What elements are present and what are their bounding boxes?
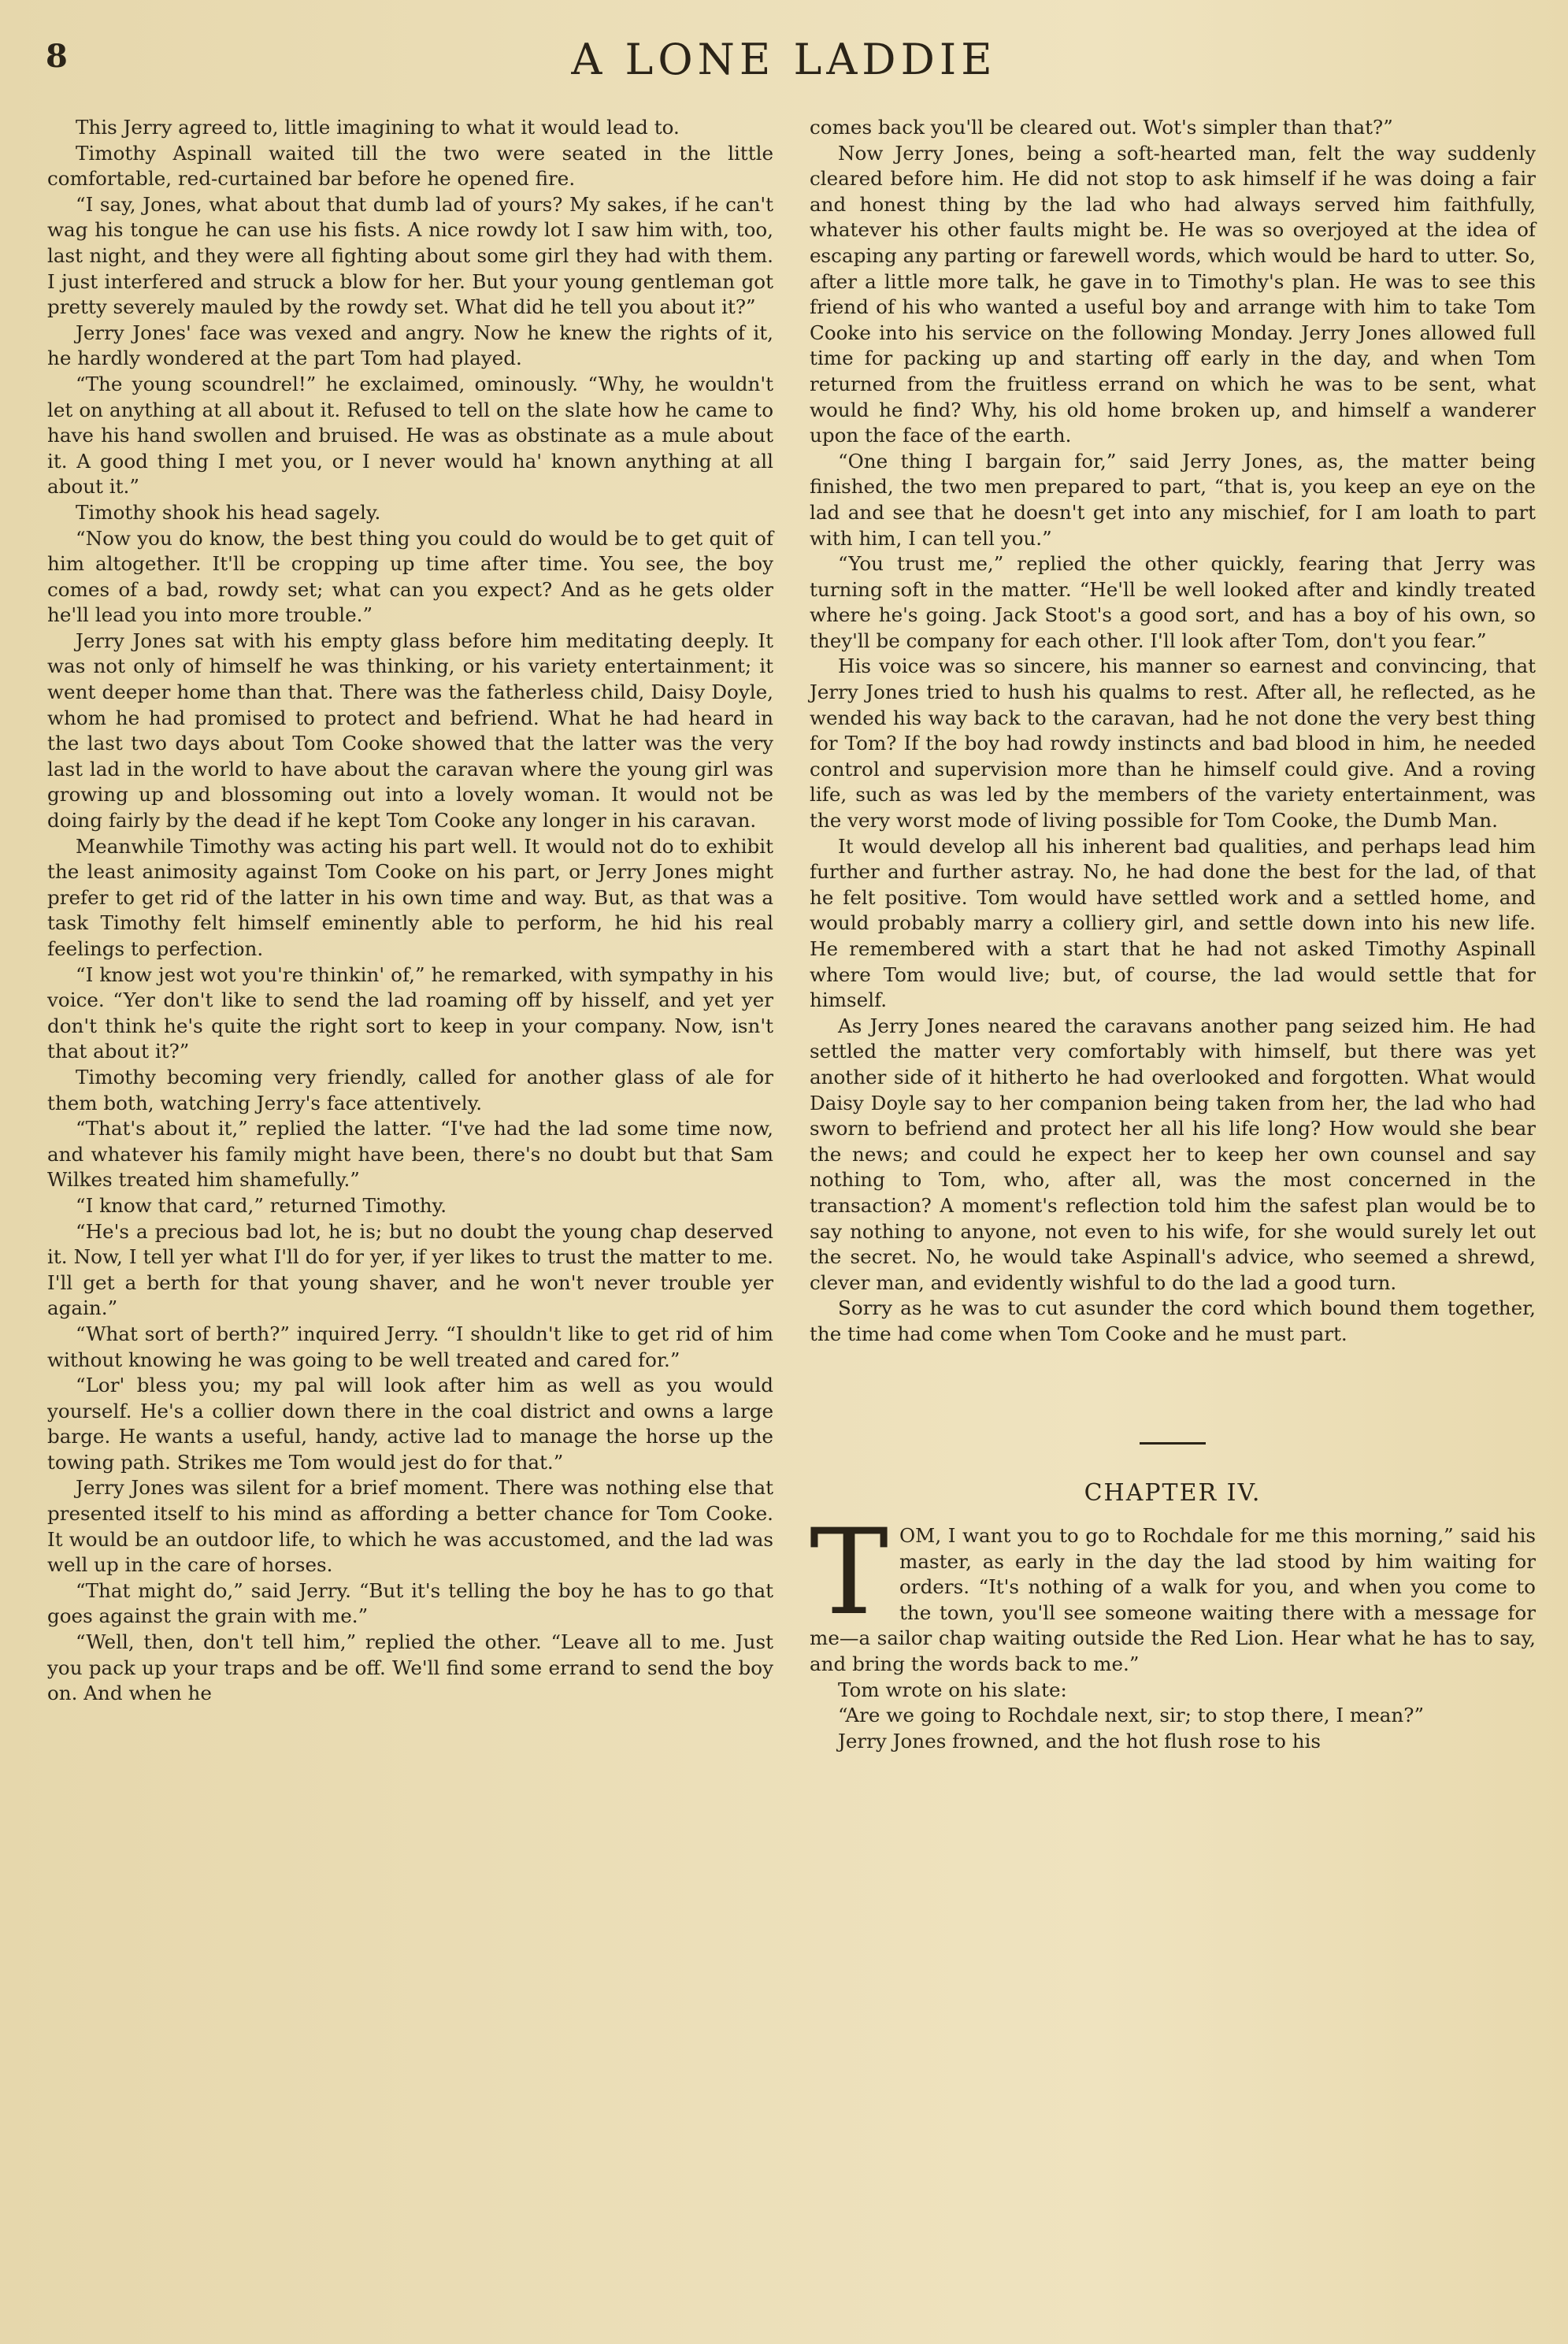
paragraph: “One thing I bargain for,” said Jerry Jones, as, the matter being finished, the two men prepared to part, “that is, you keep an eye on the lad and see that he doesn't get into any mischief, for I am loath to part with him, I can tell you.” <box>810 449 1536 550</box>
paragraph: “I say, Jones, what about that dumb lad of yours? My sakes, if he can't wag his tongue he can use his fists. A nice rowdy lot I saw him with, too, last night, and they were all fighting about some girl they had with them. I just interfered and struck a blow for her. But your young gentleman got pretty severely mauled by the rowdy set. What did he tell you about it?” <box>47 192 773 319</box>
paragraph: His voice was so sincere, his manner so earnest and convincing, that Jerry Jones tried to hush his qualms to rest. After all, he reflected, as he wended his way back to the caravan, had he not done the very best thing for Tom? If the boy had rowdy instincts and bad blood in him, he needed control and supervision more than he himself could give. And a roving life, such as was led by the members of the variety entertainment, was the very worst mode of living possible for Tom Cooke, the Dumb Man. <box>810 655 1536 833</box>
paragraph: Meanwhile Timothy was acting his part well. It would not do to exhibit the least animosity against Tom Cooke on his part, or Jerry Jones might prefer to get rid of the latter in his own time and way. But, as that was a task Timothy felt himself eminently able to perform, he hid his real feelings to perfection. <box>47 834 773 960</box>
paragraph: “The young scoundrel!” he exclaimed, ominously. “Why, he wouldn't let on anything at all about it. Refused to tell on the slate how he came to have his hand swollen and bruised. He was as obstinate as a mule about it. A good thing I met you, or I never would ha' known anything at all about it.” <box>47 372 773 499</box>
paragraph: OM, I want you to go to Rochdale for me this morning,” said his master, as early in the day the lad stood by him waiting for orders. “It's nothing of a walk for you, and when you come to the town, you'll see someone waiting there with a message for me—a sailor chap waiting outside the Red Lion. Hear what he has to say, and bring the words back to me.” <box>810 1524 1536 1676</box>
paragraph: “What sort of berth?” inquired Jerry. “I shouldn't like to get rid of him without knowing he was going to be well treated and cared for.” <box>47 1322 773 1371</box>
paragraph: It would develop all his inherent bad qualities, and perhaps lead him further and further astray. No, he had done the best for the lad, of that he felt positive. Tom would have settled work and a settled home, and would probably marry a colliery girl, and settle down into his new life. He remembered with a start that he had not asked Timothy Aspinall where Tom would live; but, of course, the lad would settle that for himself. <box>810 834 1536 1012</box>
paragraph: Jerry Jones sat with his empty glass before him meditating deeply. It was not only of himself he was thinking, or his variety entertainment; it went deeper home than that. There was the fatherless child, Daisy Doyle, whom he had promised to protect and befriend. What he had heard in the last two days about Tom Cooke showed that the latter was the very last lad in the world to have about the caravan where the young girl was growing up and blossoming out into a lovely woman. It would not be doing fairly by the dead if he kept Tom Cooke any longer in his caravan. <box>47 629 773 833</box>
paragraph: “Well, then, don't tell him,” replied the other. “Leave all to me. Just you pack up your traps and be off. We'll find some errand to send the boy on. And when he <box>47 1630 773 1705</box>
section-divider <box>1140 1442 1206 1445</box>
paragraph: “He's a precious bad lot, he is; but no doubt the young chap deserved it. Now, I tell yer what I'll do for yer, if yer likes to trust the matter to me. I'll get a berth for that young shaver, and he won't never trouble yer again.” <box>47 1219 773 1320</box>
drop-cap: T <box>810 1504 889 1642</box>
paragraph: Jerry Jones was silent for a brief moment. There was nothing else that presented itself to his mind as affording a better chance for Tom Cooke. It would be an outdoor life, to which he was accustomed, and the lad was well up in the care of horses. <box>47 1476 773 1577</box>
paragraph: Timothy shook his head sagely. <box>76 500 381 524</box>
paragraph: Now Jerry Jones, being a soft-hearted man, felt the way suddenly cleared before him. He did not stop to ask himself if he was doing a fair and honest thing by the lad who had always served him faithfully, whatever his other faults might be. He was so overjoyed at the idea of escaping any parting or farewell words, which would be hard to utter. So, after a little more talk, he gave in to Timothy's plan. He was to see this friend of his who wanted a useful boy and arrange with him to take Tom Cooke into his service on the following Monday. Jerry Jones allowed full time for packing up and starting off early in the day, and when Tom returned from the fruitless errand on which he was to be sent, what would he find? Why, his old home broken up, and himself a wanderer upon the face of the earth. <box>810 141 1536 447</box>
paragraph: “That's about it,” replied the latter. “I've had the lad some time now, and whatever his family might have been, there's no doubt but that Sam Wilkes treated him shamefully.” <box>47 1117 773 1192</box>
paragraph: Jerry Jones' face was vexed and angry. Now he knew the rights of it, he hardly wondered at the part Tom had played. <box>47 321 773 370</box>
paragraph: This Jerry agreed to, little imagining to what it would lead to. <box>76 116 680 139</box>
paragraph: Jerry Jones frowned, and the hot flush rose to his <box>838 1729 1321 1752</box>
paragraph: “That might do,” said Jerry. “But it's telling the boy he has to go that goes against the grain with me.” <box>47 1578 773 1628</box>
page-number: 8 <box>46 38 68 75</box>
paragraph: “Lor' bless you; my pal will look after him as well as you would yourself. He's a collier down there in the coal district and owns a large barge. He wants a useful, handy, active lad to manage the horse up the towing path. Strikes me Tom would jest do for that.” <box>47 1374 773 1474</box>
left-column <box>47 115 773 1707</box>
paragraph: Tom wrote on his slate: <box>838 1678 1067 1701</box>
paragraph: As Jerry Jones neared the caravans another pang seized him. He had settled the matter very comfortably with himself, but there was yet another side of it hitherto he had overlooked and forgotten. What would Daisy Doyle say to her companion being taken from her, the lad who had sworn to befriend and protect her all his life long? How would she bear the news; and could he expect her to keep her own counsel and say nothing to Tom, who, after all, was the most concerned in the transaction? A moment's reflection told him the safest plan would be to say nothing to anyone, not even to his wife, for she would surely let out the secret. No, he would take Aspinall's advice, who seemed a shrewd, clever man, and evidently wishful to do the lad a good turn. <box>810 1014 1536 1294</box>
chapter-body <box>810 1504 1536 1754</box>
paragraph: “I know jest wot you're thinkin' of,” he remarked, with sympathy in his voice. “Yer don't like to send the lad roaming off by hisself, and yet yer don't think he's quite the right sort to keep in your company. Now, isn't that about it?” <box>47 962 773 1063</box>
paragraph: Timothy Aspinall waited till the two were seated in the little comfortable, red-curtained bar before he opened fire. <box>47 141 773 191</box>
paragraph: comes back you'll be cleared out. Wot's simpler than that?” <box>810 116 1393 139</box>
paragraph: “Now you do know, the best thing you could do would be to get quit of him altogether. It'll be cropping up time after time. You see, the boy comes of a bad, rowdy set; what can you expect? And as he gets older he'll lead you into more trouble.” <box>47 526 773 627</box>
paragraph: “You trust me,” replied the other quickly, fearing that Jerry was turning soft in the matter. “He'll be well looked after and kindly treated where he's going. Jack Stoot's a good sort, and has a boy of his own, so they'll be company for each other. I'll look after Tom, don't you fear.” <box>810 552 1536 652</box>
right-column <box>810 115 1536 1754</box>
chapter-heading: CHAPTER IV. <box>1084 1478 1262 1507</box>
paragraph: “Are we going to Rochdale next, sir; to stop there, I mean?” <box>838 1704 1425 1727</box>
paragraph: “I know that card,” returned Timothy. <box>76 1193 447 1217</box>
running-head-title: A LONE LADDIE <box>571 35 997 84</box>
paragraph: Sorry as he was to cut asunder the cord which bound them together, the time had come when Tom Cooke and he must part. <box>810 1296 1536 1345</box>
paragraph: Timothy becoming very friendly, called for another glass of ale for them both, watching Jerry's face attentively. <box>47 1065 773 1115</box>
